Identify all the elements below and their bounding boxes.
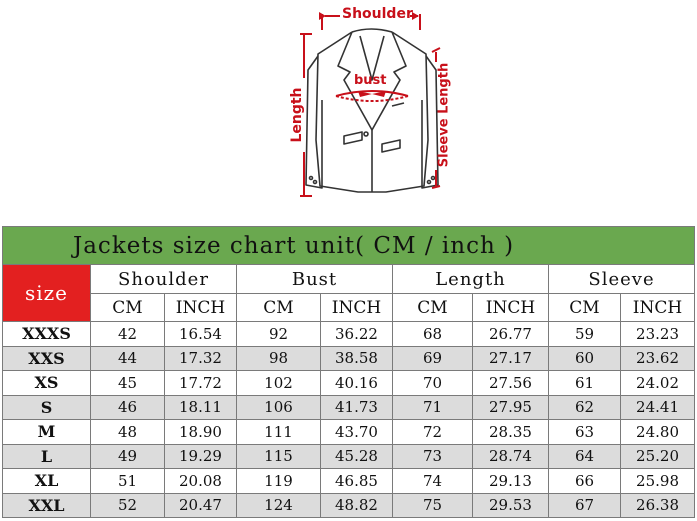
table-cell: 20.08 [165, 469, 237, 494]
table-cell: 44 [91, 346, 165, 371]
table-cell: 62 [549, 395, 621, 420]
jacket-illustration [0, 0, 697, 225]
size-cell: M [3, 420, 91, 445]
table-cell: 70 [393, 371, 473, 396]
size-cell: XXXS [3, 322, 91, 347]
bust-dimension [336, 91, 408, 101]
size-chart-table [2, 226, 695, 518]
table-cell: 23.62 [621, 346, 695, 371]
unit-header: INCH [165, 294, 237, 322]
table-row [3, 322, 695, 347]
table-cell: 16.54 [165, 322, 237, 347]
table-cell: 24.41 [621, 395, 695, 420]
table-cell: 18.11 [165, 395, 237, 420]
table-cell: 20.47 [165, 493, 237, 518]
table-cell: 49 [91, 444, 165, 469]
table-cell: 69 [393, 346, 473, 371]
shoulder-group-header: Shoulder [91, 265, 237, 294]
size-column-header: size [3, 265, 91, 322]
table-cell: 115 [237, 444, 321, 469]
table-cell: 43.70 [321, 420, 393, 445]
table-cell: 46 [91, 395, 165, 420]
table-cell: 25.98 [621, 469, 695, 494]
table-row [3, 371, 695, 396]
unit-header: INCH [473, 294, 549, 322]
table-cell: 71 [393, 395, 473, 420]
table-cell: 52 [91, 493, 165, 518]
size-cell: S [3, 395, 91, 420]
unit-header: INCH [621, 294, 695, 322]
table-cell: 68 [393, 322, 473, 347]
table-cell: 24.02 [621, 371, 695, 396]
table-cell: 106 [237, 395, 321, 420]
table-cell: 102 [237, 371, 321, 396]
table-cell: 48 [91, 420, 165, 445]
table-cell: 26.77 [473, 322, 549, 347]
table-title: Jackets size chart unit( CM / inch ) [3, 227, 695, 265]
size-cell: XS [3, 371, 91, 396]
table-cell: 42 [91, 322, 165, 347]
table-cell: 29.53 [473, 493, 549, 518]
length-label: Length [289, 87, 305, 143]
table-cell: 48.82 [321, 493, 393, 518]
unit-header: CM [549, 294, 621, 322]
jacket-measurement-diagram [0, 0, 697, 225]
table-cell: 66 [549, 469, 621, 494]
table-row [3, 444, 695, 469]
table-cell: 18.90 [165, 420, 237, 445]
table-row [3, 469, 695, 494]
length-group-header: Length [393, 265, 549, 294]
table-cell: 26.38 [621, 493, 695, 518]
table-cell: 27.56 [473, 371, 549, 396]
table-cell: 45.28 [321, 444, 393, 469]
table-cell: 67 [549, 493, 621, 518]
table-cell: 98 [237, 346, 321, 371]
table-cell: 38.58 [321, 346, 393, 371]
table-cell: 17.72 [165, 371, 237, 396]
table-cell: 41.73 [321, 395, 393, 420]
table-cell: 23.23 [621, 322, 695, 347]
table-cell: 24.80 [621, 420, 695, 445]
table-cell: 59 [549, 322, 621, 347]
table-cell: 74 [393, 469, 473, 494]
unit-header: CM [393, 294, 473, 322]
table-cell: 46.85 [321, 469, 393, 494]
table-cell: 64 [549, 444, 621, 469]
table-cell: 73 [393, 444, 473, 469]
table-cell: 124 [237, 493, 321, 518]
table-cell: 75 [393, 493, 473, 518]
unit-header: CM [237, 294, 321, 322]
bust-label: bust [354, 73, 387, 88]
table-cell: 40.16 [321, 371, 393, 396]
table-cell: 60 [549, 346, 621, 371]
table-cell: 27.95 [473, 395, 549, 420]
size-cell: XXS [3, 346, 91, 371]
table-cell: 51 [91, 469, 165, 494]
table-cell: 92 [237, 322, 321, 347]
table-cell: 19.29 [165, 444, 237, 469]
sleeve-group-header: Sleeve [549, 265, 695, 294]
size-cell: XL [3, 469, 91, 494]
table-cell: 27.17 [473, 346, 549, 371]
unit-header: CM [91, 294, 165, 322]
table-row [3, 346, 695, 371]
table-cell: 28.35 [473, 420, 549, 445]
table-cell: 63 [549, 420, 621, 445]
table-cell: 29.13 [473, 469, 549, 494]
table-cell: 119 [237, 469, 321, 494]
bust-group-header: Bust [237, 265, 393, 294]
table-cell: 25.20 [621, 444, 695, 469]
table-cell: 111 [237, 420, 321, 445]
table-cell: 17.32 [165, 346, 237, 371]
jacket-outline [306, 29, 438, 192]
size-cell: XXL [3, 493, 91, 518]
sleeve-length-label: Sleeve Length [436, 62, 452, 168]
unit-header: INCH [321, 294, 393, 322]
size-cell: L [3, 444, 91, 469]
table-cell: 28.74 [473, 444, 549, 469]
shoulder-label: Shoulder [342, 6, 413, 22]
table-cell: 36.22 [321, 322, 393, 347]
table-row [3, 395, 695, 420]
table-cell: 72 [393, 420, 473, 445]
table-row [3, 420, 695, 445]
table-row [3, 493, 695, 518]
table-cell: 61 [549, 371, 621, 396]
table-cell: 45 [91, 371, 165, 396]
